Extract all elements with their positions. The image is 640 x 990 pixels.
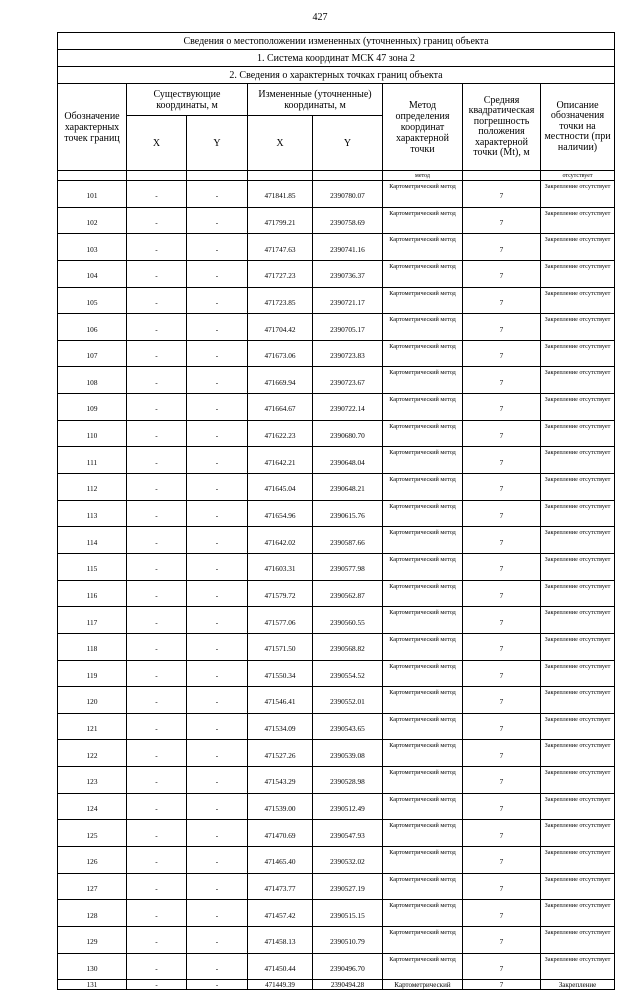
error-cell: 7 <box>463 207 541 234</box>
existing-x-cell: - <box>127 660 187 687</box>
existing-y-cell: - <box>187 181 248 208</box>
existing-x-cell: - <box>127 207 187 234</box>
error-cell: 7 <box>463 847 541 874</box>
existing-x-cell: - <box>127 607 187 634</box>
y-coordinate-cell: 2390615.76 <box>313 500 383 527</box>
point-number-cell: 107 <box>58 340 127 367</box>
table-row <box>58 713 615 740</box>
y-coordinate-cell: 2390552.01 <box>313 687 383 714</box>
existing-x-cell: - <box>127 740 187 767</box>
existing-y-cell: - <box>187 367 248 394</box>
description-cell: Закрепление отсутствует <box>541 900 615 927</box>
existing-y-cell: - <box>187 900 248 927</box>
x-coordinate-cell: 471473.77 <box>248 873 313 900</box>
y-coordinate-cell: 2390532.02 <box>313 847 383 874</box>
x-coordinate-cell: 471550.34 <box>248 660 313 687</box>
x-coordinate-cell: 471704.42 <box>248 314 313 341</box>
table-row <box>58 314 615 341</box>
existing-y-cell: - <box>187 553 248 580</box>
point-number-cell: 116 <box>58 580 127 607</box>
header-designation: Обозначение характерных точек границ <box>58 84 127 171</box>
description-cell: Закрепление отсутствует <box>541 181 615 208</box>
y-coordinate-cell: 2390587.66 <box>313 527 383 554</box>
point-number-cell: 101 <box>58 181 127 208</box>
description-cell: Закрепление отсутствует <box>541 527 615 554</box>
table-row <box>58 633 615 660</box>
error-cell: 7 <box>463 713 541 740</box>
existing-y-cell: - <box>187 953 248 980</box>
y-coordinate-cell: 2390705.17 <box>313 314 383 341</box>
existing-x-cell: - <box>127 580 187 607</box>
x-coordinate-cell: 471543.29 <box>248 767 313 794</box>
description-cell: Закрепление отсутствует <box>541 847 615 874</box>
error-cell: 7 <box>463 500 541 527</box>
method-cell: Картометрический метод <box>383 447 463 474</box>
description-cell: Закрепление отсутствует <box>541 367 615 394</box>
existing-y-cell: - <box>187 447 248 474</box>
table-row <box>58 553 615 580</box>
x-coordinate-cell: 471579.72 <box>248 580 313 607</box>
description-cell: Закрепление отсутствует <box>541 420 615 447</box>
point-number-cell: 108 <box>58 367 127 394</box>
table-row <box>58 740 615 767</box>
existing-x-cell: - <box>127 527 187 554</box>
description-cell: Закрепление отсутствует <box>541 394 615 421</box>
method-cell: Картометрический метод <box>383 340 463 367</box>
error-cell: 7 <box>463 900 541 927</box>
existing-y-cell: - <box>187 926 248 953</box>
method-cell: Картометрический метод <box>383 500 463 527</box>
existing-x-cell: - <box>127 260 187 287</box>
description-cell: Закрепление отсутствует <box>541 234 615 261</box>
description-cell: Закрепление <box>541 980 615 990</box>
x-coordinate-cell: 471622.23 <box>248 420 313 447</box>
existing-x-cell: - <box>127 447 187 474</box>
table-row <box>58 447 615 474</box>
error-cell: 7 <box>463 527 541 554</box>
error-cell: 7 <box>463 420 541 447</box>
method-cell: Картометрический <box>383 980 463 990</box>
x-coordinate-cell: 471458.13 <box>248 926 313 953</box>
y-coordinate-cell: 2390648.04 <box>313 447 383 474</box>
description-cell: Закрепление отсутствует <box>541 207 615 234</box>
error-cell: 7 <box>463 234 541 261</box>
x-coordinate-cell: 471539.00 <box>248 793 313 820</box>
y-coordinate-cell: 2390780.07 <box>313 181 383 208</box>
coordinate-system-label: 1. Система координат МСК 47 зона 2 <box>58 50 615 67</box>
x-coordinate-cell: 471673.06 <box>248 340 313 367</box>
point-number-cell: 110 <box>58 420 127 447</box>
table-row <box>58 607 615 634</box>
table-row <box>58 367 615 394</box>
existing-y-cell: - <box>187 633 248 660</box>
existing-y-cell: - <box>187 713 248 740</box>
point-number-cell: 128 <box>58 900 127 927</box>
existing-y-cell: - <box>187 260 248 287</box>
error-cell: 7 <box>463 181 541 208</box>
table-row <box>58 847 615 874</box>
existing-y-cell: - <box>187 980 248 990</box>
y-coordinate-cell: 2390721.17 <box>313 287 383 314</box>
error-cell: 7 <box>463 287 541 314</box>
existing-x-cell: - <box>127 474 187 501</box>
y-coordinate-cell: 2390722.14 <box>313 394 383 421</box>
header-changed-x: X <box>248 116 313 171</box>
existing-y-cell: - <box>187 793 248 820</box>
y-coordinate-cell: 2390543.65 <box>313 713 383 740</box>
header-method: Метод определения координат характерной точки <box>383 84 463 171</box>
existing-y-cell: - <box>187 287 248 314</box>
method-cell: Картометрический метод <box>383 847 463 874</box>
description-cell: Закрепление отсутствует <box>541 926 615 953</box>
existing-x-cell: - <box>127 847 187 874</box>
point-number-cell: 103 <box>58 234 127 261</box>
method-cell: Картометрический метод <box>383 713 463 740</box>
point-number-cell: 114 <box>58 527 127 554</box>
method-cell: Картометрический метод <box>383 287 463 314</box>
error-cell: 7 <box>463 740 541 767</box>
method-cell: Картометрический метод <box>383 953 463 980</box>
method-cell: Картометрический метод <box>383 687 463 714</box>
method-cell: Картометрический метод <box>383 367 463 394</box>
method-cell: Картометрический метод <box>383 820 463 847</box>
existing-y-cell: - <box>187 314 248 341</box>
table-row <box>58 474 615 501</box>
x-coordinate-cell: 471723.85 <box>248 287 313 314</box>
point-number-cell: 115 <box>58 553 127 580</box>
existing-x-cell: - <box>127 314 187 341</box>
existing-x-cell: - <box>127 926 187 953</box>
error-cell: 7 <box>463 394 541 421</box>
y-coordinate-cell: 2390568.82 <box>313 633 383 660</box>
existing-y-cell: - <box>187 527 248 554</box>
existing-y-cell: - <box>187 394 248 421</box>
point-number-cell: 111 <box>58 447 127 474</box>
x-coordinate-cell: 471642.21 <box>248 447 313 474</box>
description-cell: Закрепление отсутствует <box>541 820 615 847</box>
description-cell: Закрепление отсутствует <box>541 793 615 820</box>
existing-x-cell: - <box>127 820 187 847</box>
table-row <box>58 500 615 527</box>
x-coordinate-cell: 471450.44 <box>248 953 313 980</box>
error-cell: 7 <box>463 633 541 660</box>
error-cell: 7 <box>463 793 541 820</box>
description-cell: Закрепление отсутствует <box>541 713 615 740</box>
existing-x-cell: - <box>127 420 187 447</box>
table-row <box>58 793 615 820</box>
y-coordinate-cell: 2390723.83 <box>313 340 383 367</box>
existing-x-cell: - <box>127 234 187 261</box>
point-number-cell: 131 <box>58 980 127 990</box>
method-cell: Картометрический метод <box>383 527 463 554</box>
y-coordinate-cell: 2390723.67 <box>313 367 383 394</box>
header-existing-x: X <box>127 116 187 171</box>
description-cell: Закрепление отсутствует <box>541 287 615 314</box>
y-coordinate-cell: 2390527.19 <box>313 873 383 900</box>
description-cell: Закрепление отсутствует <box>541 580 615 607</box>
existing-x-cell: - <box>127 367 187 394</box>
x-coordinate-cell: 471603.31 <box>248 553 313 580</box>
existing-y-cell: - <box>187 820 248 847</box>
x-coordinate-cell: 471577.06 <box>248 607 313 634</box>
existing-x-cell: - <box>127 633 187 660</box>
table-row <box>58 767 615 794</box>
existing-x-cell: - <box>127 953 187 980</box>
error-cell: 7 <box>463 367 541 394</box>
method-cell: Картометрический метод <box>383 394 463 421</box>
existing-x-cell: - <box>127 181 187 208</box>
method-cell: Картометрический метод <box>383 793 463 820</box>
error-cell: 7 <box>463 314 541 341</box>
method-cell: Картометрический метод <box>383 633 463 660</box>
method-cell: Картометрический метод <box>383 474 463 501</box>
existing-y-cell: - <box>187 420 248 447</box>
point-number-cell: 122 <box>58 740 127 767</box>
point-number-cell: 106 <box>58 314 127 341</box>
description-cell: Закрепление отсутствует <box>541 447 615 474</box>
y-coordinate-cell: 2390648.21 <box>313 474 383 501</box>
y-coordinate-cell: 2390547.93 <box>313 820 383 847</box>
table-row <box>58 687 615 714</box>
y-coordinate-cell: 2390510.79 <box>313 926 383 953</box>
point-number-cell: 125 <box>58 820 127 847</box>
method-cell: Картометрический метод <box>383 607 463 634</box>
x-coordinate-cell: 471669.94 <box>248 367 313 394</box>
point-number-cell: 124 <box>58 793 127 820</box>
method-cell: Картометрический метод <box>383 234 463 261</box>
description-cell: Закрепление отсутствует <box>541 314 615 341</box>
description-cell: Закрепление отсутствует <box>541 873 615 900</box>
existing-x-cell: - <box>127 713 187 740</box>
error-cell: 7 <box>463 980 541 990</box>
method-cell: Картометрический метод <box>383 181 463 208</box>
existing-x-cell: - <box>127 767 187 794</box>
y-coordinate-cell: 2390680.70 <box>313 420 383 447</box>
point-number-cell: 118 <box>58 633 127 660</box>
existing-x-cell: - <box>127 873 187 900</box>
y-coordinate-cell: 2390512.49 <box>313 793 383 820</box>
description-cell: Закрепление отсутствует <box>541 740 615 767</box>
y-coordinate-cell: 2390562.87 <box>313 580 383 607</box>
error-cell: 7 <box>463 553 541 580</box>
existing-y-cell: - <box>187 474 248 501</box>
y-coordinate-cell: 2390560.55 <box>313 607 383 634</box>
existing-x-cell: - <box>127 980 187 990</box>
point-number-cell: 109 <box>58 394 127 421</box>
table-row <box>58 900 615 927</box>
existing-y-cell: - <box>187 767 248 794</box>
existing-x-cell: - <box>127 687 187 714</box>
table-row <box>58 527 615 554</box>
x-coordinate-cell: 471527.26 <box>248 740 313 767</box>
y-coordinate-cell: 2390539.08 <box>313 740 383 767</box>
table-row <box>58 660 615 687</box>
error-cell: 7 <box>463 607 541 634</box>
y-coordinate-cell: 2390577.98 <box>313 553 383 580</box>
section-title: 2. Сведения о характерных точках границ объекта <box>58 67 615 84</box>
x-coordinate-cell: 471470.69 <box>248 820 313 847</box>
header-existing-y: Y <box>187 116 248 171</box>
x-coordinate-cell: 471654.96 <box>248 500 313 527</box>
existing-x-cell: - <box>127 900 187 927</box>
continued-description: отсутствует <box>541 171 615 181</box>
error-cell: 7 <box>463 873 541 900</box>
boundary-points-table <box>57 32 615 990</box>
existing-x-cell: - <box>127 793 187 820</box>
existing-x-cell: - <box>127 394 187 421</box>
x-coordinate-cell: 471534.09 <box>248 713 313 740</box>
description-cell: Закрепление отсутствует <box>541 633 615 660</box>
x-coordinate-cell: 471799.21 <box>248 207 313 234</box>
method-cell: Картометрический метод <box>383 767 463 794</box>
point-number-cell: 129 <box>58 926 127 953</box>
point-number-cell: 121 <box>58 713 127 740</box>
method-cell: Картометрический метод <box>383 260 463 287</box>
point-number-cell: 105 <box>58 287 127 314</box>
table-title: Сведения о местоположении измененных (уточненных) границ объекта <box>58 33 615 50</box>
x-coordinate-cell: 471465.40 <box>248 847 313 874</box>
error-cell: 7 <box>463 953 541 980</box>
existing-y-cell: - <box>187 847 248 874</box>
table-row <box>58 953 615 980</box>
existing-y-cell: - <box>187 873 248 900</box>
table-row <box>58 873 615 900</box>
y-coordinate-cell: 2390496.70 <box>313 953 383 980</box>
table-row <box>58 820 615 847</box>
x-coordinate-cell: 471747.63 <box>248 234 313 261</box>
y-coordinate-cell: 2390494.28 <box>313 980 383 990</box>
existing-y-cell: - <box>187 687 248 714</box>
x-coordinate-cell: 471841.85 <box>248 181 313 208</box>
description-cell: Закрепление отсутствует <box>541 340 615 367</box>
description-cell: Закрепление отсутствует <box>541 660 615 687</box>
table-row <box>58 207 615 234</box>
point-number-cell: 126 <box>58 847 127 874</box>
x-coordinate-cell: 471727.23 <box>248 260 313 287</box>
point-number-cell: 127 <box>58 873 127 900</box>
x-coordinate-cell: 471449.39 <box>248 980 313 990</box>
y-coordinate-cell: 2390741.16 <box>313 234 383 261</box>
description-cell: Закрепление отсутствует <box>541 607 615 634</box>
x-coordinate-cell: 471664.67 <box>248 394 313 421</box>
point-number-cell: 112 <box>58 474 127 501</box>
x-coordinate-cell: 471645.04 <box>248 474 313 501</box>
table-row <box>58 980 615 990</box>
point-number-cell: 104 <box>58 260 127 287</box>
y-coordinate-cell: 2390528.98 <box>313 767 383 794</box>
table-row <box>58 394 615 421</box>
method-cell: Картометрический метод <box>383 580 463 607</box>
table-row <box>58 340 615 367</box>
error-cell: 7 <box>463 926 541 953</box>
x-coordinate-cell: 471546.41 <box>248 687 313 714</box>
existing-y-cell: - <box>187 607 248 634</box>
x-coordinate-cell: 471571.50 <box>248 633 313 660</box>
y-coordinate-cell: 2390554.52 <box>313 660 383 687</box>
error-cell: 7 <box>463 580 541 607</box>
existing-y-cell: - <box>187 207 248 234</box>
method-cell: Картометрический метод <box>383 926 463 953</box>
description-cell: Закрепление отсутствует <box>541 687 615 714</box>
table-row <box>58 260 615 287</box>
existing-y-cell: - <box>187 234 248 261</box>
existing-x-cell: - <box>127 340 187 367</box>
description-cell: Закрепление отсутствует <box>541 767 615 794</box>
method-cell: Картометрический метод <box>383 553 463 580</box>
existing-y-cell: - <box>187 740 248 767</box>
method-cell: Картометрический метод <box>383 314 463 341</box>
point-number-cell: 117 <box>58 607 127 634</box>
description-cell: Закрепление отсутствует <box>541 260 615 287</box>
continued-method: метод <box>383 171 463 181</box>
y-coordinate-cell: 2390758.69 <box>313 207 383 234</box>
existing-y-cell: - <box>187 500 248 527</box>
x-coordinate-cell: 471457.42 <box>248 900 313 927</box>
page-number: 427 <box>312 12 328 23</box>
existing-x-cell: - <box>127 500 187 527</box>
header-changed-y: Y <box>313 116 383 171</box>
point-number-cell: 123 <box>58 767 127 794</box>
header-changed-coords: Измененные (уточненные) координаты, м <box>248 84 383 116</box>
method-cell: Картометрический метод <box>383 660 463 687</box>
error-cell: 7 <box>463 767 541 794</box>
description-cell: Закрепление отсутствует <box>541 474 615 501</box>
existing-y-cell: - <box>187 660 248 687</box>
error-cell: 7 <box>463 660 541 687</box>
table-row <box>58 234 615 261</box>
error-cell: 7 <box>463 340 541 367</box>
header-description: Описание обозначения точки на местности (при наличии) <box>541 84 615 171</box>
table-row <box>58 580 615 607</box>
method-cell: Картометрический метод <box>383 873 463 900</box>
existing-y-cell: - <box>187 580 248 607</box>
point-number-cell: 113 <box>58 500 127 527</box>
description-cell: Закрепление отсутствует <box>541 553 615 580</box>
x-coordinate-cell: 471642.02 <box>248 527 313 554</box>
table-row <box>58 420 615 447</box>
point-number-cell: 102 <box>58 207 127 234</box>
header-mean-square-error: Средняя квадратическая погрешность положения характерной точки (Mt), м <box>463 84 541 171</box>
y-coordinate-cell: 2390736.37 <box>313 260 383 287</box>
description-cell: Закрепление отсутствует <box>541 500 615 527</box>
header-existing-coords: Существующие координаты, м <box>127 84 248 116</box>
error-cell: 7 <box>463 260 541 287</box>
existing-x-cell: - <box>127 553 187 580</box>
description-cell: Закрепление отсутствует <box>541 953 615 980</box>
method-cell: Картометрический метод <box>383 900 463 927</box>
table-row <box>58 926 615 953</box>
error-cell: 7 <box>463 447 541 474</box>
table-row <box>58 287 615 314</box>
y-coordinate-cell: 2390515.15 <box>313 900 383 927</box>
existing-y-cell: - <box>187 340 248 367</box>
continued-row <box>58 171 615 181</box>
error-cell: 7 <box>463 687 541 714</box>
table-row <box>58 181 615 208</box>
method-cell: Картометрический метод <box>383 740 463 767</box>
point-number-cell: 119 <box>58 660 127 687</box>
method-cell: Картометрический метод <box>383 207 463 234</box>
point-number-cell: 120 <box>58 687 127 714</box>
method-cell: Картометрический метод <box>383 420 463 447</box>
error-cell: 7 <box>463 820 541 847</box>
point-number-cell: 130 <box>58 953 127 980</box>
existing-x-cell: - <box>127 287 187 314</box>
error-cell: 7 <box>463 474 541 501</box>
